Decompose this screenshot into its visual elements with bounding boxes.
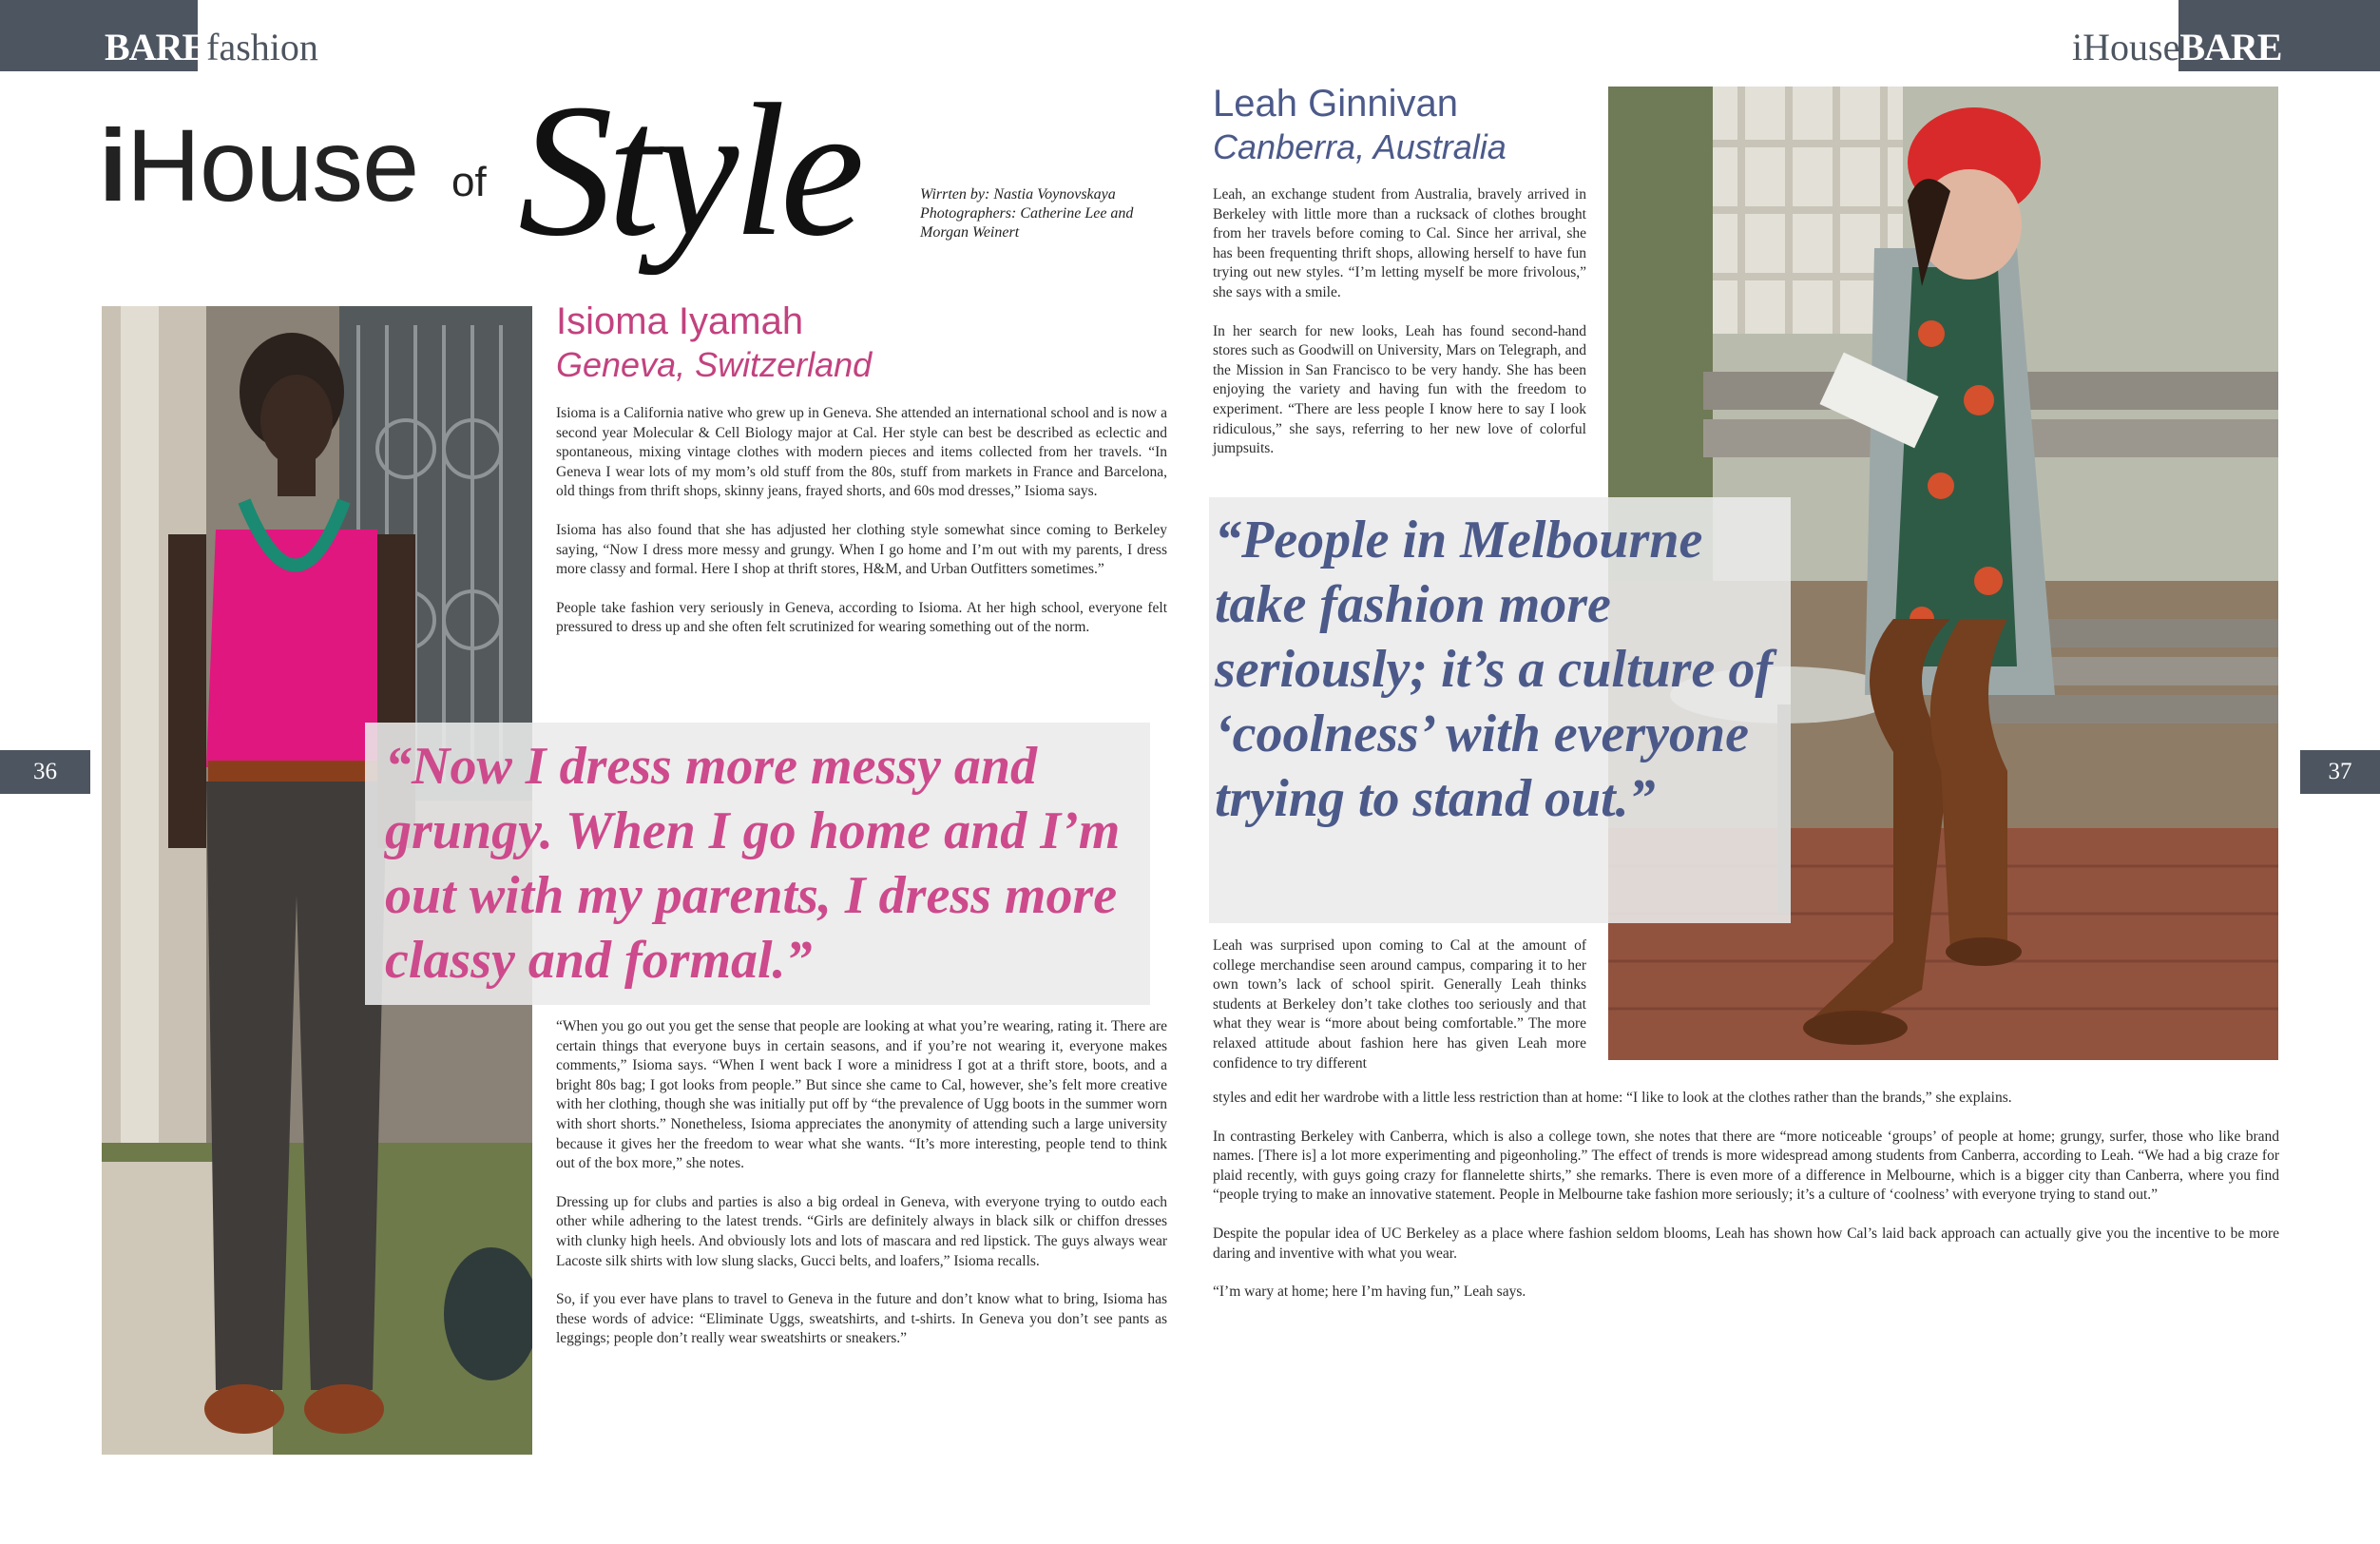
- magazine-section-label: BAREfashion: [105, 26, 318, 68]
- leah-body-upper: [1213, 185, 1586, 478]
- paragraph: Leah was surprised upon coming to Cal at the amount of college merchandise seen around campus, comparing it to her own town’s lack of school spirit. Generally Leah thinks students at Berkeley don’t take clothes too seriously and that what they wear is “more about being comfortable.” The more relaxed attitude about fashion here has given Leah more confidence to try different: [1213, 937, 1586, 1071]
- profile-place-leah: Canberra, Australia: [1213, 127, 1507, 166]
- article-credits: [920, 185, 1186, 242]
- pull-quote-isioma: “Now I dress more messy and grungy. When I go home and I’m out with my parents, I dress more classy and formal.”: [385, 737, 1121, 990]
- leah-body-middle: [1213, 936, 1586, 1092]
- profile-place-isioma: Geneva, Switzerland: [556, 345, 873, 384]
- credit-photographers: Photographers: Catherine Lee and: [920, 205, 1134, 222]
- magazine-section-label-right: iHouseBARE: [2072, 26, 2282, 68]
- paragraph: Despite the popular idea of UC Berkeley as a place where fashion seldom blooms, Leah has shown how Cal’s laid back approach can actually give you the incentive to be more daring and inventive with what you wear.: [1213, 1225, 2279, 1262]
- paragraph: Dressing up for clubs and parties is also a big ordeal in Geneva, with everyone trying to outdo each other while adhering to the latest trends. “Girls are definitely always in black silk or chiffon dresses with clunky high heels. And obviously lots and lots of mascara and red lipstick. The guys always wear Lacoste silk shirts with low slung slacks, Gucci belts, and loafers,” Isioma recalls.: [556, 1193, 1167, 1269]
- paragraph: In her search for new looks, Leah has found second-hand stores such as Goodwill on University, Mars on Telegraph, and the Mission in San Francisco to be very handy. She has been enjoying the variety and having fun with the freedom to experiment. “There are less people I know here to say I look ridiculous,” she says, referring to her new love of colorful jumpsuits.: [1213, 322, 1586, 457]
- paragraph: In contrasting Berkeley with Canberra, which is also a college town, she notes that there are “more noticeable ‘groups’ of people at home; grungy, surfer, those who like brand names. [There is] a lot more experimenting and pigeonholing.” The effect of trends is more widespread among students from Canberra, according to Leah. “We had a big craze for plaid recently, with guys going crazy for flannelette shirts,” she remarks. There is even more of a difference in Melbourne, which is a bigger city than Canberra, where you find “people trying to make an innovative statement. People in Melbourne take fashion more seriously; it’s a culture of ‘coolness’ with everyone trying to stand out.”: [1213, 1128, 2279, 1204]
- paragraph: So, if you ever have plans to travel to Geneva in the future and don’t know what to bring, Isioma has these words of advice: “Eliminate Uggs, sweatshirts, and t-shirts. In Geneva you don’t see pants as leggings; people don’t really wear sweatshirts or sneakers.”: [556, 1291, 1167, 1347]
- page-number-right: 37: [2328, 759, 2352, 784]
- paragraph: “When you go out you get the sense that people are looking at what you’re wearing, rating it. There are certain things that everyone buys in certain seasons, and if you’re not wearing it, everyone makes comments,” Isioma says. “When I went back I wore a minidress I got at a thrift store, boots, and a bright 80s bag; I got looks from people.” But since she came to Cal, however, she’s felt more creative with her clothing, though she was initially put off by “the prevalence of Ugg boots in the summer worn with short shorts.” Nonetheless, Isioma appreciates the anonymity of attending such a large university because it gives her the freedom to wear what she wants. “It’s more interesting, people tend to think out of the box more,” she notes.: [556, 1018, 1167, 1172]
- isioma-body-lower: [556, 1017, 1167, 1368]
- paragraph: Leah, an exchange student from Australia, bravely arrived in Berkeley with little more than a rucksack of clothes brought from her travels before coming to Cal. Since her arrival, she has been frequenting thrift shops, allowing herself to have fun trying out new styles. “I’m letting myself be more frivolous,” she says with a smile.: [1213, 186, 1586, 300]
- pull-quote-leah: “People in Melbourne take fashion more seriously; it’s a culture of ‘coolness’ with everyone trying to stand out.”: [1215, 511, 1773, 828]
- leah-body-lower: [1213, 1089, 2279, 1322]
- paragraph: People take fashion very seriously in Geneva, according to Isioma. At her high school, everyone felt pressured to dress up and she often felt scrutinized for wearing something out of the norm.: [556, 599, 1167, 636]
- title-of: of: [451, 159, 487, 205]
- paragraph: “I’m wary at home; here I’m having fun,” Leah says.: [1213, 1283, 1526, 1301]
- credit-writer: Wirrten by: Nastia Voynovskaya: [920, 186, 1116, 203]
- page-number-left: 36: [33, 759, 57, 784]
- title-style: Style: [518, 66, 859, 276]
- credit-photographers-cont: Morgan Weinert: [920, 224, 1020, 241]
- paragraph: styles and edit her wardrobe with a little less restriction than at home: “I like to look at the clothes rather than the brands,” she explains.: [1213, 1090, 2012, 1106]
- title-ihouse: iHouse: [99, 107, 419, 222]
- profile-name-leah: Leah Ginnivan: [1213, 83, 1458, 125]
- isioma-body-upper: [556, 404, 1167, 657]
- paragraph: Isioma is a California native who grew up in Geneva. She attended an international school and is now a second year Molecular & Cell Biology major at Cal. Her style can best be described as eclectic and spontaneous, mixing vintage clothes with modern pieces and items collected from her travels. “In Geneva I wear lots of my mom’s old stuff from the 80s, stuff from markets in France and Barcelona, old things from thrift shops, skinny jeans, frayed shorts, and 60s mod dresses,” Isioma says.: [556, 405, 1167, 500]
- profile-name-isioma: Isioma Iyamah: [556, 300, 804, 342]
- paragraph: Isioma has also found that she has adjusted her clothing style somewhat since coming to Berkeley saying, “Now I dress more messy and grungy. When I go home and I’m out with my parents, I dress more classy and formal. Here I shop at thrift stores, H&M, and Urban Outfitters sometimes.”: [556, 521, 1167, 578]
